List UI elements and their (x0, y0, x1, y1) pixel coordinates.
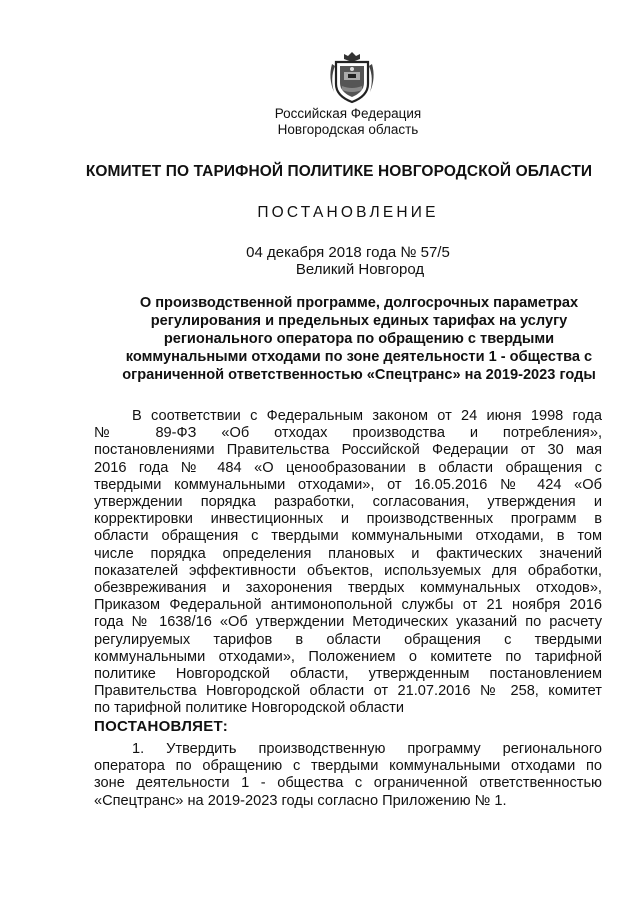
preamble-line: области обращения с твердыми коммунальными отходами, в том (94, 528, 602, 545)
title-line: регулирования и предельных единых тарифах на услугу (150, 313, 568, 329)
preamble-line: В соответствии с Федеральным законом от 24 июня 1998 года (132, 408, 602, 424)
item-line: зоне деятельности 1 - общества с ограниченной ответственностью (94, 775, 602, 792)
document-date-number: 04 декабря 2018 года № 57/5 (246, 244, 450, 261)
preamble-line: постановлениями Правительства Российской Федерации от 30 мая (94, 442, 602, 459)
resolve-heading: ПОСТАНОВЛЯЕТ: (94, 718, 229, 735)
committee-name: КОМИТЕТ ПО ТАРИФНОЙ ПОЛИТИКЕ НОВГОРОДСКОЙ ОБЛАСТИ (85, 163, 593, 180)
preamble-line: обезвреживания и захоронения твердых коммунальных отходов», (94, 580, 602, 597)
resolution-item-1 (94, 741, 602, 810)
region-name: Новгородская область (277, 122, 419, 137)
title-line: ограниченной ответственностью «Спецтранс» на 2019-2023 годы (122, 367, 596, 383)
preamble-line: регулируемых тарифов в области обращения с твердыми (94, 631, 602, 648)
item-line: оператора по обращению с твердыми коммунальными отходами по (94, 758, 602, 775)
preamble-line: по тарифной политике Новгородской области (94, 700, 404, 717)
preamble-line: показателей эффективности объектов, используемых для обработки, (94, 562, 602, 579)
document-type: ПОСТАНОВЛЕНИЕ (257, 204, 439, 221)
title-line: О производственной программе, долгосрочных параметрах (139, 295, 579, 311)
title-line: регионального оператора по обращению с твердыми (163, 331, 555, 347)
preamble-paragraph (94, 408, 602, 718)
preamble-line: коммунальными отходами», Положением о комитете по тарифной (94, 648, 602, 665)
title-line: коммунальными отходами по зоне деятельности 1 - общества с (125, 349, 593, 365)
country-name: Российская Федерация (274, 106, 422, 121)
preamble-line: корректировки инвестиционных и производственных программ в (94, 511, 602, 528)
preamble-line: твердыми коммунальными отходами», от 16.05.2016 № 424 «Об (94, 476, 602, 493)
preamble-line: Приказом Федеральной антимонопольной службы от 21 ноября 2016 (94, 597, 602, 614)
document-title (114, 294, 604, 384)
item-line: «Спецтранс» на 2019-2023 годы согласно Приложению № 1. (94, 792, 507, 809)
preamble-line: числе порядка определения плановых и фактических значений (94, 545, 602, 562)
coat-of-arms-icon (326, 50, 378, 104)
preamble-line: 2016 года № 484 «О ценообразовании в области обращения с (94, 459, 602, 476)
document-city: Великий Новгород (295, 261, 425, 278)
item-line: 1. Утвердить производственную программу регионального (132, 741, 602, 757)
preamble-line: Правительства Новгородской области от 21.07.2016 № 258, комитет (94, 683, 602, 700)
preamble-line: утверждении порядка разработки, согласования, утверждения и (94, 494, 602, 511)
preamble-line: года № 1638/16 «Об утверждении Методических указаний по расчету (94, 614, 602, 631)
preamble-line: политике Новгородской области, утвержденным постановлением (94, 666, 602, 683)
preamble-line: № 89-ФЗ «Об отходах производства и потребления», (94, 425, 602, 442)
